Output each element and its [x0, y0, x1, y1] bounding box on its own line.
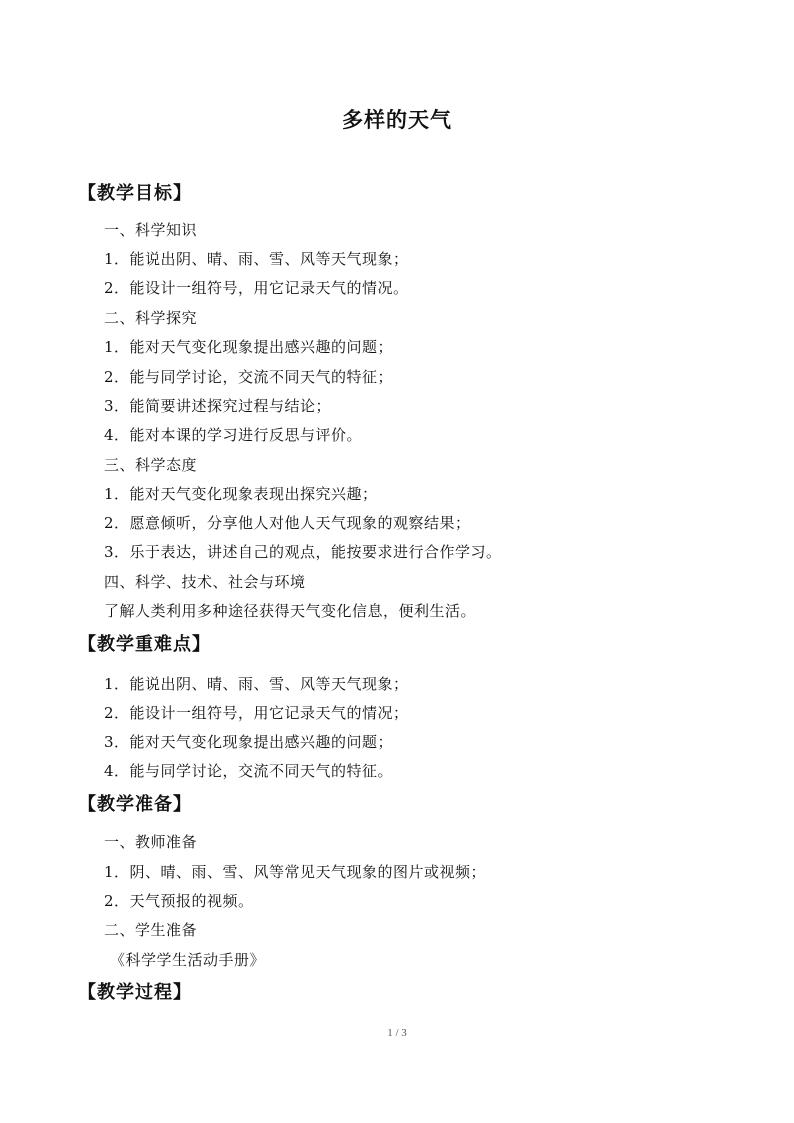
list-item: 4．能对本课的学习进行反思与评价。	[104, 426, 363, 444]
document-title: 多样的天气	[342, 107, 452, 132]
subheading-inquiry: 二、科学探究	[104, 309, 198, 327]
section-heading-process: 【教学过程】	[78, 982, 192, 1003]
subheading-attitude: 三、科学态度	[104, 456, 198, 474]
paragraph-sts: 了解人类利用多种途径获得天气变化信息，便利生活。	[104, 602, 477, 620]
list-item: 1．阴、晴、雨、雪、风等常见天气现象的图片或视频；	[104, 863, 487, 881]
section-heading-preparation: 【教学准备】	[78, 794, 192, 815]
section-heading-key-points: 【教学重难点】	[78, 634, 211, 655]
list-item: 1．能对天气变化现象提出感兴趣的问题；	[104, 338, 394, 356]
subheading-student: 二、学生准备	[104, 921, 198, 939]
page-number: 1 / 3	[387, 1027, 407, 1039]
list-item: 2．能与同学讨论，交流不同天气的特征；	[104, 368, 394, 386]
subheading-knowledge: 一、科学知识	[104, 221, 198, 239]
list-item: 3．能对天气变化现象提出感兴趣的问题；	[104, 733, 394, 751]
list-item: 3．乐于表达，讲述自己的观点，能按要求进行合作学习。	[104, 543, 502, 561]
list-item: 2．能设计一组符号，用它记录天气的情况；	[104, 704, 409, 722]
list-item: 4．能与同学讨论，交流不同天气的特征。	[104, 762, 394, 780]
subheading-sts: 四、科学、技术、社会与环境	[104, 573, 306, 591]
list-item: 2．愿意倾听，分享他人对他人天气现象的观察结果；	[104, 514, 471, 532]
list-item: 2．天气预报的视频。	[104, 892, 254, 910]
list-item: 1．能说出阴、晴、雨、雪、风等天气现象；	[104, 250, 409, 268]
subheading-teacher: 一、教师准备	[104, 833, 198, 851]
list-item: 3．能简要讲述探究过程与结论；	[104, 397, 332, 415]
paragraph-student-materials: 《科学学生活动手册》	[110, 951, 266, 969]
list-item: 1．能说出阴、晴、雨、雪、风等天气现象；	[104, 675, 409, 693]
section-heading-objectives: 【教学目标】	[78, 183, 192, 204]
list-item: 2．能设计一组符号，用它记录天气的情况。	[104, 279, 409, 297]
list-item: 1．能对天气变化现象表现出探究兴趣；	[104, 485, 378, 503]
